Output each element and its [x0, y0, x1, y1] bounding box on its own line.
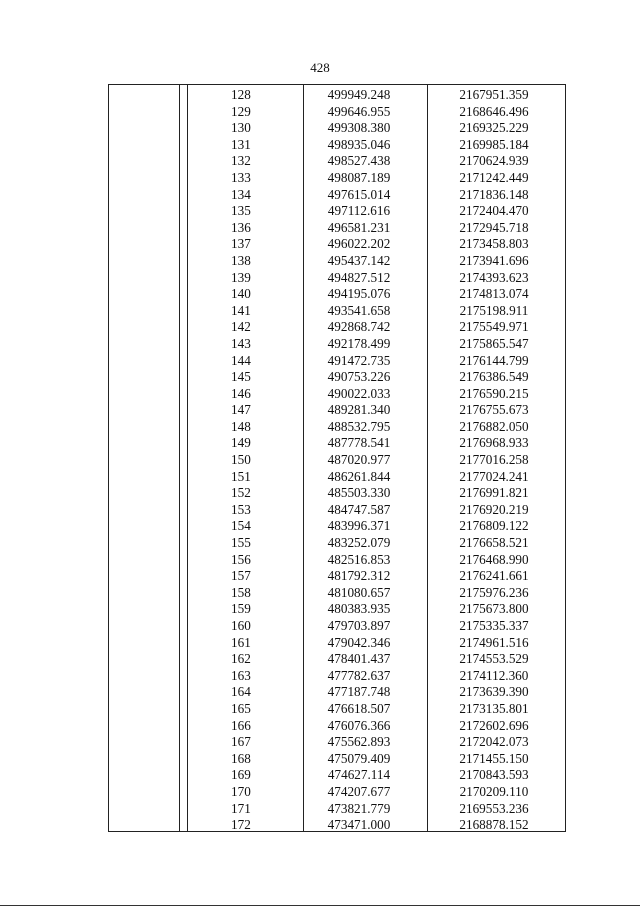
y-coordinate-cell: 2176658.521	[459, 535, 529, 551]
x-coordinate-cell: 482516.853	[327, 551, 391, 567]
y-coordinate-cell: 2173135.801	[459, 700, 529, 716]
table-row	[109, 585, 565, 602]
point-number-cell: 149	[231, 435, 251, 451]
x-coordinate-cell: 498087.189	[327, 169, 391, 185]
page-bottom-rule	[0, 905, 640, 906]
table-row	[109, 801, 565, 818]
table-row	[109, 187, 565, 204]
point-number-cell: 144	[231, 352, 251, 368]
table-row	[109, 303, 565, 320]
x-coordinate-cell: 490753.226	[327, 369, 391, 385]
x-coordinate-cell: 499646.955	[327, 103, 391, 119]
table-row	[109, 618, 565, 635]
table-row	[109, 518, 565, 535]
table-row	[109, 568, 565, 585]
y-coordinate-cell: 2169985.184	[459, 136, 529, 152]
point-number-cell: 159	[231, 601, 251, 617]
y-coordinate-cell: 2176590.215	[459, 385, 529, 401]
table-row	[109, 120, 565, 137]
page-number: 428	[310, 60, 330, 75]
table-row	[109, 203, 565, 220]
point-number-cell: 145	[231, 369, 251, 385]
x-coordinate-cell: 487778.541	[327, 435, 391, 451]
point-number-cell: 135	[231, 203, 251, 219]
x-coordinate-cell: 475079.409	[327, 750, 391, 766]
y-coordinate-cell: 2173458.803	[459, 236, 529, 252]
x-coordinate-cell: 496581.231	[327, 219, 391, 235]
point-number-cell: 162	[231, 651, 251, 667]
table-row	[109, 452, 565, 469]
y-coordinate-cell: 2176755.673	[459, 402, 529, 418]
point-number-cell: 157	[231, 568, 251, 584]
table-row	[109, 767, 565, 784]
y-coordinate-cell: 2167951.359	[459, 87, 529, 102]
point-number-cell: 148	[231, 418, 251, 434]
point-number-cell: 129	[231, 103, 251, 119]
x-coordinate-cell: 477782.637	[327, 667, 391, 683]
table-row	[109, 668, 565, 685]
x-coordinate-cell: 475562.893	[327, 734, 391, 750]
y-coordinate-cell: 2175673.800	[459, 601, 529, 617]
y-coordinate-cell: 2171836.148	[459, 186, 529, 202]
y-coordinate-cell: 2170624.939	[459, 153, 529, 169]
table-row	[109, 684, 565, 701]
table-row	[109, 552, 565, 569]
table-row	[109, 651, 565, 668]
x-coordinate-cell: 495437.142	[327, 252, 391, 268]
table-row	[109, 386, 565, 403]
point-number-cell: 134	[231, 186, 251, 202]
y-coordinate-cell: 2174393.623	[459, 269, 529, 285]
x-coordinate-cell: 498935.046	[327, 136, 391, 152]
table-row	[109, 535, 565, 552]
y-coordinate-cell: 2174961.516	[459, 634, 529, 650]
y-coordinate-cell: 2176968.933	[459, 435, 529, 451]
point-number-cell: 169	[231, 767, 251, 783]
table-row	[109, 502, 565, 519]
y-coordinate-cell: 2176468.990	[459, 551, 529, 567]
table-row	[109, 270, 565, 287]
point-number-cell: 160	[231, 618, 251, 633]
x-coordinate-cell: 476076.366	[327, 717, 391, 733]
point-number-cell: 153	[231, 501, 251, 517]
point-number-cell: 168	[231, 750, 251, 766]
point-number-cell: 142	[231, 319, 251, 335]
point-number-cell: 165	[231, 700, 251, 716]
x-coordinate-cell: 485503.330	[327, 485, 391, 501]
point-number-cell: 132	[231, 153, 251, 169]
coordinates-table	[108, 84, 566, 832]
x-coordinate-cell: 493541.658	[327, 302, 391, 318]
x-coordinate-cell: 480383.935	[327, 601, 391, 617]
y-coordinate-cell: 2176809.122	[459, 518, 529, 534]
point-number-cell: 146	[231, 385, 251, 401]
point-number-cell: 136	[231, 219, 251, 235]
x-coordinate-cell: 474207.677	[327, 783, 391, 799]
x-coordinate-cell: 484747.587	[327, 501, 391, 517]
table-row	[109, 419, 565, 436]
table-row	[109, 104, 565, 121]
table-row	[109, 253, 565, 270]
point-number-cell: 171	[231, 800, 251, 816]
y-coordinate-cell: 2175335.337	[459, 618, 529, 633]
y-coordinate-cell: 2172042.073	[459, 734, 529, 750]
y-coordinate-cell: 2168646.496	[459, 103, 529, 119]
point-number-cell: 151	[231, 468, 251, 484]
point-number-cell: 130	[231, 120, 251, 136]
table-row	[109, 369, 565, 386]
x-coordinate-cell: 474627.114	[327, 767, 391, 783]
x-coordinate-cell: 492868.742	[327, 319, 391, 335]
y-coordinate-cell: 2176882.050	[459, 418, 529, 434]
x-coordinate-cell: 494195.076	[327, 286, 391, 302]
y-coordinate-cell: 2173639.390	[459, 684, 529, 700]
x-coordinate-cell: 483996.371	[327, 518, 391, 534]
point-number-cell: 158	[231, 584, 251, 600]
table-row	[109, 784, 565, 801]
x-coordinate-cell: 487020.977	[327, 452, 391, 468]
x-coordinate-cell: 497615.014	[327, 186, 391, 202]
x-coordinate-cell: 496022.202	[327, 236, 391, 252]
point-number-cell: 140	[231, 286, 251, 302]
point-number-cell: 131	[231, 136, 251, 152]
y-coordinate-cell: 2172404.470	[459, 203, 529, 219]
x-coordinate-cell: 478401.437	[327, 651, 391, 667]
point-number-cell: 170	[231, 783, 251, 799]
point-number-cell: 163	[231, 667, 251, 683]
table-row	[109, 137, 565, 154]
x-coordinate-cell: 483252.079	[327, 535, 391, 551]
x-coordinate-cell: 473821.779	[327, 800, 391, 816]
y-coordinate-cell: 2171455.150	[459, 750, 529, 766]
point-number-cell: 154	[231, 518, 251, 534]
point-number-cell: 137	[231, 236, 251, 252]
x-coordinate-cell: 477187.748	[327, 684, 391, 700]
table-row	[109, 220, 565, 237]
y-coordinate-cell: 2173941.696	[459, 252, 529, 268]
point-number-cell: 143	[231, 335, 251, 351]
point-number-cell: 152	[231, 485, 251, 501]
point-number-cell: 128	[231, 87, 251, 102]
table-row	[109, 286, 565, 303]
table-row	[109, 469, 565, 486]
y-coordinate-cell: 2176241.661	[459, 568, 529, 584]
y-coordinate-cell: 2177024.241	[459, 468, 529, 484]
table-row	[109, 87, 565, 104]
x-coordinate-cell: 492178.499	[327, 335, 391, 351]
y-coordinate-cell: 2174553.529	[459, 651, 529, 667]
table-row	[109, 485, 565, 502]
table-body	[109, 87, 565, 834]
table-row	[109, 153, 565, 170]
y-coordinate-cell: 2176144.799	[459, 352, 529, 368]
y-coordinate-cell: 2171242.449	[459, 169, 529, 185]
table-row	[109, 353, 565, 370]
x-coordinate-cell: 497112.616	[327, 203, 391, 219]
table-row	[109, 402, 565, 419]
y-coordinate-cell: 2170843.593	[459, 767, 529, 783]
table-row	[109, 435, 565, 452]
point-number-cell: 138	[231, 252, 251, 268]
point-number-cell: 172	[231, 817, 251, 833]
y-coordinate-cell: 2168878.152	[459, 817, 529, 833]
x-coordinate-cell: 473471.000	[327, 817, 391, 833]
point-number-cell: 139	[231, 269, 251, 285]
y-coordinate-cell: 2174813.074	[459, 286, 529, 302]
point-number-cell: 164	[231, 684, 251, 700]
y-coordinate-cell: 2177016.258	[459, 452, 529, 468]
point-number-cell: 161	[231, 634, 251, 650]
point-number-cell: 147	[231, 402, 251, 418]
y-coordinate-cell: 2175549.971	[459, 319, 529, 335]
x-coordinate-cell: 494827.512	[327, 269, 391, 285]
table-row	[109, 236, 565, 253]
point-number-cell: 166	[231, 717, 251, 733]
point-number-cell: 155	[231, 535, 251, 551]
table-row	[109, 336, 565, 353]
x-coordinate-cell: 479042.346	[327, 634, 391, 650]
y-coordinate-cell: 2169553.236	[459, 800, 529, 816]
x-coordinate-cell: 490022.033	[327, 385, 391, 401]
x-coordinate-cell: 488532.795	[327, 418, 391, 434]
table-row	[109, 734, 565, 751]
x-coordinate-cell: 491472.735	[327, 352, 391, 368]
point-number-cell: 133	[231, 169, 251, 185]
table-row	[109, 319, 565, 336]
y-coordinate-cell: 2174112.360	[459, 667, 529, 683]
table-row	[109, 601, 565, 618]
x-coordinate-cell: 489281.340	[327, 402, 391, 418]
table-row	[109, 170, 565, 187]
y-coordinate-cell: 2175976.236	[459, 584, 529, 600]
table-row	[109, 635, 565, 652]
x-coordinate-cell: 499308.380	[327, 120, 391, 136]
y-coordinate-cell: 2172945.718	[459, 219, 529, 235]
x-coordinate-cell: 481792.312	[327, 568, 391, 584]
x-coordinate-cell: 481080.657	[327, 584, 391, 600]
point-number-cell: 167	[231, 734, 251, 750]
y-coordinate-cell: 2176991.821	[459, 485, 529, 501]
y-coordinate-cell: 2172602.696	[459, 717, 529, 733]
x-coordinate-cell: 479703.897	[327, 618, 391, 633]
x-coordinate-cell: 498527.438	[327, 153, 391, 169]
table-row	[109, 718, 565, 735]
table-row	[109, 817, 565, 834]
point-number-cell: 150	[231, 452, 251, 468]
x-coordinate-cell: 486261.844	[327, 468, 391, 484]
point-number-cell: 156	[231, 551, 251, 567]
x-coordinate-cell: 476618.507	[327, 700, 391, 716]
y-coordinate-cell: 2170209.110	[459, 783, 529, 799]
y-coordinate-cell: 2176920.219	[459, 501, 529, 517]
y-coordinate-cell: 2169325.229	[459, 120, 529, 136]
y-coordinate-cell: 2175865.547	[459, 335, 529, 351]
point-number-cell: 141	[231, 302, 251, 318]
x-coordinate-cell: 499949.248	[327, 87, 391, 102]
table-row	[109, 751, 565, 768]
y-coordinate-cell: 2176386.549	[459, 369, 529, 385]
y-coordinate-cell: 2175198.911	[459, 302, 529, 318]
table-row	[109, 701, 565, 718]
